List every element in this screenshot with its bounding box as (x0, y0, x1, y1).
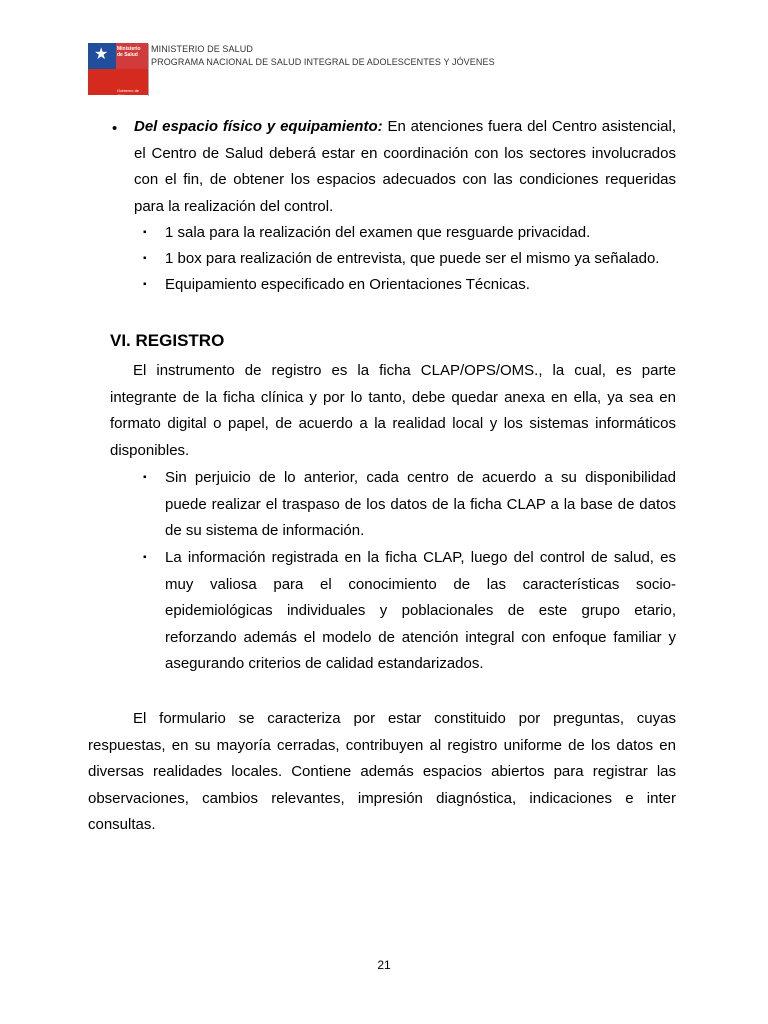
logo-blue-field (88, 43, 116, 69)
section1-line-2: el Centro de Salud deberá estar en coordinación con los sectores involucrados (134, 144, 676, 162)
square-bullet: ▪ (143, 253, 147, 264)
registro-paragraph-1 (110, 358, 676, 464)
item1-line-1: Sin perjuicio de lo anterior, cada centro de acuerdo a su disponibilidad (165, 469, 676, 486)
star-icon: ★ (94, 46, 109, 63)
logo-subtext: Gobierno de Chile (117, 88, 140, 98)
list-item: 1 sala para la realización del examen que resguarde privacidad. (165, 224, 591, 241)
p1-line-2: integrante de la ficha clínica y por lo tanto, debe quedar anexa en ella, ya sea en (110, 388, 676, 406)
square-bullet: ▪ (143, 227, 147, 238)
list-item: Equipamiento especificado en Orientaciones Técnicas. (165, 276, 530, 293)
square-bullet: ▪ (143, 279, 147, 290)
page-number: 21 (377, 958, 391, 972)
p1-line-4: disponibles. (110, 441, 190, 459)
registro-item-1 (165, 465, 676, 545)
item2-line-4: reforzando además el modelo de atención integral con enfoque familiar y (165, 628, 676, 646)
item1-line-3: de su sistema de información. (165, 522, 365, 539)
list-item: 1 box para realización de entrevista, que puede ser el mismo ya señalado. (165, 250, 660, 267)
square-bullet: ▪ (143, 472, 147, 483)
p1-line-1: El instrumento de registro es la ficha CLAP/OPS/OMS., la cual, es parte (133, 362, 676, 379)
item1-line-2: puede realizar el traspaso de los datos de la ficha CLAP a la base de datos (165, 495, 676, 513)
square-bullet: ▪ (143, 552, 147, 563)
header-ministry: MINISTERIO DE SALUD (151, 44, 253, 54)
registro-item-2 (165, 545, 676, 678)
section1-colon: : (377, 118, 383, 135)
p1-line-3: formato digital o papel, de acuerdo a la realidad local y los sistemas informáticos (110, 415, 676, 432)
ministry-logo (88, 43, 148, 98)
registro-paragraph-2 (88, 706, 676, 839)
bullet-dot: • (112, 120, 118, 137)
p2-line-4: observaciones, cambios relevantes, impresión diagnóstica, indicaciones e inter (88, 789, 676, 807)
section1-paragraph (134, 114, 676, 220)
section-heading: VI. REGISTRO (110, 331, 225, 350)
p2-line-3: diversas realidades locales. Contiene además espacios abiertos para registrar las (88, 763, 676, 780)
header-divider (148, 44, 149, 96)
p2-line-5: consultas. (88, 816, 156, 833)
logo-text: Ministerio de Salud (117, 46, 141, 58)
item2-line-2: muy valiosa para el conocimiento de las características socio- (165, 575, 676, 593)
header-program: PROGRAMA NACIONAL DE SALUD INTEGRAL DE ADOLESCENTES Y JÓVENES (151, 57, 495, 67)
section1-lead: Del espacio físico y equipamiento (134, 118, 378, 135)
section1-line-1 (134, 114, 676, 141)
section1-line1-rest: En atenciones fuera del Centro asistencial, (382, 118, 676, 135)
section1-line-4: para la realización del control. (134, 197, 334, 215)
item2-line-3: epidemiológicas individuales y poblacionales de este grupo etario, (165, 602, 676, 619)
item2-line-1: La información registrada en la ficha CLAP, luego del control de salud, es (165, 549, 676, 566)
item2-line-5: asegurando criterios de calidad estandarizados. (165, 655, 484, 672)
p2-line-2: respuestas, en su mayoría cerradas, contribuyen al registro uniforme de los datos en (88, 736, 676, 754)
section1-line-3: con el fin, de obtener los espacios adecuados con las condiciones requeridas (134, 171, 676, 188)
p2-line-1: El formulario se caracteriza por estar constituido por preguntas, cuyas (133, 710, 676, 727)
